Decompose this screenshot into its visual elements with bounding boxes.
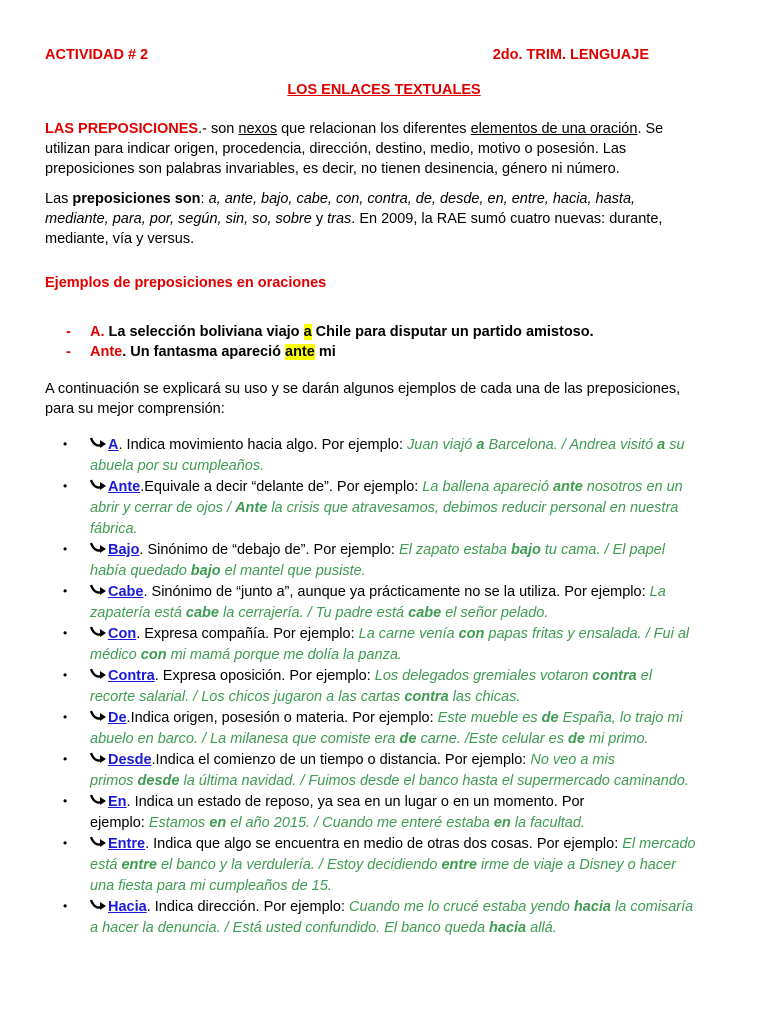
item-line <box>90 582 730 603</box>
example-text: carne. /Este celular es <box>420 731 568 747</box>
item-description: . Expresa compañía. Por ejemplo: <box>136 626 359 642</box>
curved-arrow-icon <box>90 436 108 450</box>
example-text: había quedado <box>90 563 191 579</box>
example-text: la comisaría <box>615 899 694 915</box>
list-text: y <box>311 211 328 227</box>
item-description: .Indica origen, posesión o materia. Por ejemplo: <box>126 710 438 726</box>
example-text: allá. <box>530 920 557 936</box>
item-description: .Equivale a decir “delante de”. Por ejemplo: <box>140 479 423 495</box>
example-text: La ballena apareció <box>422 479 553 495</box>
example-text: el año 2015. / Cuando me enteré estaba <box>230 815 494 831</box>
intro-line-2: utilizan para indicar origen, procedencia, dirección, destino, medio, motivo o posesión. Las <box>45 141 627 157</box>
item-description: . Indica dirección. Por ejemplo: <box>146 899 349 915</box>
intro-text: .- son <box>198 121 239 137</box>
curved-arrow-icon <box>90 835 108 849</box>
bullet-icon: • <box>63 899 68 913</box>
example-text: La carne venía <box>358 626 459 642</box>
section-title: Ejemplos de preposiciones en oraciones <box>45 275 327 291</box>
curved-arrow-icon <box>90 709 108 723</box>
intro-text: . Se <box>637 121 664 137</box>
example-preposition: de <box>567 731 589 747</box>
item-line <box>90 687 730 708</box>
example-preposition: de <box>541 710 563 726</box>
example-preposition: cabe <box>408 605 446 621</box>
curved-arrow-icon <box>90 541 108 555</box>
example-text: a hacer la denuncia. / Está usted confundido. El banco queda <box>90 920 490 936</box>
example-text: El zapato estaba <box>398 542 512 558</box>
prepositions-list-paragraph <box>45 189 725 249</box>
example-sentence <box>66 342 336 362</box>
example-text: abrir y cerrar de ojos / <box>90 500 236 516</box>
example-preposition: cabe <box>185 605 224 621</box>
intro-line-3: preposiciones son palabras invariables, es decir, no tienen desinencia, género ni número. <box>45 161 620 177</box>
curved-arrow-icon <box>90 751 108 765</box>
example-text: La <box>649 584 666 600</box>
example-text: el banco y la verdulería. / Estoy decidiendo <box>160 857 442 873</box>
example-preposition: con <box>140 647 171 663</box>
list-text: . En 2009, la RAE sumó cuatro nuevas: durante, <box>351 211 663 227</box>
example-text: una fiesta para mi cumpleaños de 15. <box>90 878 332 894</box>
list-italic: a, ante, bajo, cabe, con, contra, de, desde, en, entre, hacia, hasta, <box>208 191 636 207</box>
example-preposition: bajo <box>511 542 545 558</box>
document-header <box>45 47 649 67</box>
item-line <box>90 540 730 561</box>
example-preposition: hacia <box>573 899 616 915</box>
bullet-icon: • <box>63 794 68 808</box>
item-text <box>90 834 730 897</box>
example-text: España, lo trajo mi <box>562 710 683 726</box>
example-text: La selección boliviana viajo <box>104 324 304 340</box>
item-line <box>90 645 730 666</box>
example-text: la última navidad. / Fuimos desde el banco hasta el supermercado caminando. <box>183 773 689 789</box>
item-line <box>90 477 730 498</box>
item-description: . Sinónimo de “debajo de”. Por ejemplo: <box>139 542 399 558</box>
intro-line-1 <box>45 119 725 139</box>
example-text: Chile para disputar un partido amistoso. <box>311 324 594 340</box>
item-line <box>90 561 730 582</box>
item-line <box>90 918 730 939</box>
item-line <box>90 771 730 792</box>
curved-arrow-icon <box>90 625 108 639</box>
item-line <box>90 897 730 918</box>
item-text <box>90 624 730 666</box>
item-text <box>90 792 730 834</box>
list-line-1 <box>45 189 725 209</box>
item-line <box>90 519 730 540</box>
example-preposition: contra <box>404 689 453 705</box>
example-text: está <box>90 857 122 873</box>
bullet-icon: • <box>63 479 68 493</box>
example-text: tu cama. / El papel <box>544 542 665 558</box>
example-text: la cerrajería. / Tu padre está <box>223 605 409 621</box>
item-description: ejemplo: <box>90 815 149 831</box>
curved-arrow-icon <box>90 478 108 492</box>
preposition-keyword: De <box>108 710 127 726</box>
preposition-keyword: Desde <box>108 752 152 768</box>
item-line <box>90 813 730 834</box>
example-text: las chicas. <box>452 689 521 705</box>
item-line <box>90 624 730 645</box>
item-line <box>90 834 730 855</box>
example-text: abuela por su cumpleaños. <box>90 458 265 474</box>
item-text <box>90 582 730 624</box>
item-line <box>90 792 730 813</box>
item-text <box>90 666 730 708</box>
example-text: nosotros en un <box>586 479 683 495</box>
example-preposition: entre <box>441 857 481 873</box>
preposition-keyword: Hacia <box>108 899 147 915</box>
example-preposition: desde <box>137 773 184 789</box>
list-italic: mediante, para, por, según, sin, so, sobre <box>45 211 312 227</box>
intro-term: LAS PREPOSICIONES <box>45 121 199 137</box>
dash-marker: - <box>66 344 71 360</box>
example-preposition: con <box>458 626 489 642</box>
curved-arrow-icon <box>90 667 108 681</box>
example-text: Juan viajó <box>407 437 477 453</box>
item-line <box>90 603 730 624</box>
example-text: mi <box>314 344 336 360</box>
example-preposition: hacia <box>489 920 531 936</box>
continuation-line-2: para su mejor comprensión: <box>45 401 225 417</box>
example-preposition: de <box>399 731 421 747</box>
item-line <box>90 435 730 456</box>
example-text: recorte salarial. / Los chicos jugaron a las cartas <box>90 689 405 705</box>
example-text: irme de viaje a Disney o hacer <box>480 857 676 873</box>
bullet-icon: • <box>63 710 68 724</box>
list-text: Las <box>45 191 73 207</box>
item-line <box>90 456 730 477</box>
item-description: . Expresa oposición. Por ejemplo: <box>154 668 375 684</box>
example-text: primos <box>90 773 138 789</box>
dash-marker: - <box>66 324 71 340</box>
intro-text: que relacionan los diferentes <box>277 121 471 137</box>
trimester-label: 2do. TRIM. LENGUAJE <box>492 47 649 63</box>
item-line <box>90 855 730 876</box>
item-line <box>90 750 730 771</box>
prep-son-term: preposiciones son <box>72 191 201 207</box>
example-text: abuelo en barco. / La milanesa que comiste era <box>90 731 400 747</box>
example-text: Estamos <box>148 815 210 831</box>
example-text: Los delegados gremiales votaron <box>374 668 593 684</box>
activity-label: ACTIVIDAD # 2 <box>45 47 149 63</box>
bullet-icon: • <box>63 584 68 598</box>
item-text <box>90 540 730 582</box>
preposition-keyword: Bajo <box>108 542 140 558</box>
example-text: Cuando me lo crucé estaba yendo <box>349 899 574 915</box>
example-text: el <box>640 668 653 684</box>
example-text: la facultad. <box>514 815 585 831</box>
bullet-icon: • <box>63 836 68 850</box>
curved-arrow-icon <box>90 793 108 807</box>
bullet-icon: • <box>63 437 68 451</box>
example-text: papas fritas y ensalada. / Fui al <box>488 626 690 642</box>
curved-arrow-icon <box>90 583 108 597</box>
example-label: A. <box>90 324 105 340</box>
example-text: El mercado <box>622 836 696 852</box>
highlighted-preposition: a <box>303 324 312 340</box>
example-preposition: Ante <box>235 500 268 516</box>
page-title: LOS ENLACES TEXTUALES <box>287 82 481 98</box>
highlighted-preposition: ante <box>285 344 315 360</box>
bullet-icon: • <box>63 626 68 640</box>
list-text: : <box>200 191 209 207</box>
continuation-paragraph <box>45 379 725 419</box>
preposition-keyword: Con <box>108 626 137 642</box>
example-text: No veo a mis <box>530 752 615 768</box>
item-line <box>90 498 730 519</box>
example-preposition: contra <box>592 668 641 684</box>
bullet-icon: • <box>63 752 68 766</box>
example-text: el señor pelado. <box>445 605 549 621</box>
item-description: . Indica movimiento hacia algo. Por ejemplo: <box>118 437 408 453</box>
list-line-3: mediante, vía y versus. <box>45 231 195 247</box>
item-text <box>90 750 730 792</box>
example-text: fábrica. <box>90 521 138 537</box>
example-preposition: entre <box>121 857 161 873</box>
preposition-keyword: En <box>108 794 127 810</box>
item-description: . Indica que algo se encuentra en medio de otras dos cosas. Por ejemplo: <box>145 836 623 852</box>
item-text <box>90 435 730 477</box>
elementos-term: elementos de una oración <box>470 121 638 137</box>
example-text: . Un fantasma apareció <box>122 344 286 360</box>
bullet-icon: • <box>63 668 68 682</box>
item-text <box>90 477 730 540</box>
list-line-2 <box>45 209 725 229</box>
example-preposition: a <box>476 437 489 453</box>
item-line <box>90 708 730 729</box>
example-preposition: bajo <box>190 563 225 579</box>
item-description: .Indica el comienzo de un tiempo o distancia. Por ejemplo: <box>151 752 531 768</box>
example-text: la crisis que atravesamos, debimos reducir personal en nuestra <box>267 500 679 516</box>
item-text <box>90 897 730 939</box>
preposition-keyword: Ante <box>108 479 141 495</box>
preposition-keyword: Contra <box>108 668 155 684</box>
preposition-keyword: A <box>108 437 119 453</box>
intro-paragraph <box>45 119 725 179</box>
item-description: . Sinónimo de “junto a”, aunque ya prácticamente no se la utiliza. Por ejemplo: <box>143 584 650 600</box>
example-text: zapatería está <box>90 605 186 621</box>
nexos-term: nexos <box>238 121 278 137</box>
continuation-line-1: A continuación se explicará su uso y se darán algunos ejemplos de cada una de las preposiciones, <box>45 381 681 397</box>
bullet-icon: • <box>63 542 68 556</box>
preposition-keyword: Entre <box>108 836 146 852</box>
example-text: mi primo. <box>588 731 649 747</box>
example-sentence <box>66 322 594 342</box>
example-label: Ante <box>90 344 123 360</box>
example-text: Barcelona. / Andrea visitó <box>488 437 658 453</box>
example-text: el mantel que pusiste. <box>224 563 366 579</box>
curved-arrow-icon <box>90 898 108 912</box>
example-text: médico <box>90 647 141 663</box>
example-text: su <box>665 437 685 453</box>
item-text <box>90 708 730 750</box>
preposition-keyword: Cabe <box>108 584 144 600</box>
item-line <box>90 876 730 897</box>
example-text: Este mueble es <box>437 710 542 726</box>
example-preposition: ante <box>552 479 587 495</box>
item-description: . Indica un estado de reposo, ya sea en un lugar o en un momento. Por <box>126 794 585 810</box>
example-preposition: en <box>209 815 231 831</box>
item-line <box>90 666 730 687</box>
item-line <box>90 729 730 750</box>
list-italic: tras <box>327 211 352 227</box>
example-text: mi mamá porque me dolía la panza. <box>170 647 402 663</box>
example-preposition: a <box>657 437 666 453</box>
example-preposition: en <box>493 815 515 831</box>
